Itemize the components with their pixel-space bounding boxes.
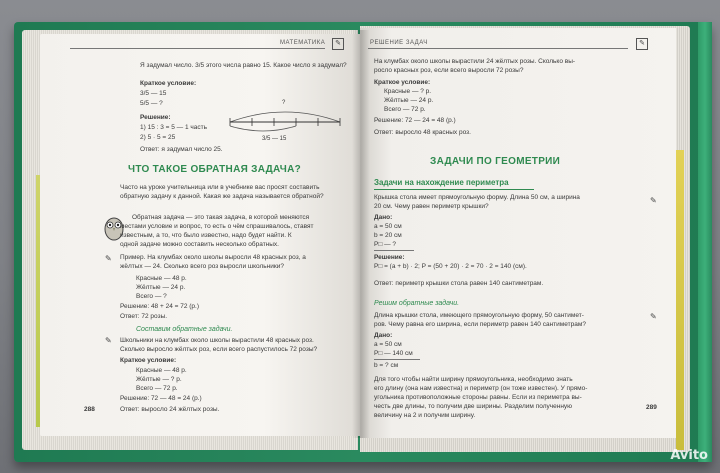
- inverse-given-p: P□ — 140 см: [374, 350, 413, 357]
- geo-solution-label: Решение:: [374, 254, 405, 261]
- diagram-label-bottom: 3/5 — 15: [262, 136, 287, 142]
- right-page-number: 289: [646, 404, 657, 411]
- top-solution: Решение: 72 — 24 = 48 (р.): [374, 117, 456, 124]
- perimeter-subtitle: Задачи на нахождение периметра: [374, 178, 509, 187]
- short-condition-label: Краткое условие:: [140, 80, 197, 87]
- intro-paragraph-line-2: обратную задачу к данной. Какая же задача называется обратной?: [120, 193, 324, 200]
- left-page: [40, 34, 360, 436]
- book-icon-right: ✎: [636, 38, 648, 50]
- avito-watermark: Avito: [670, 448, 708, 463]
- inverse-yellow: Жёлтые — ? р.: [136, 376, 182, 383]
- inverse-answer: Ответ: выросло 24 жёлтых розы.: [120, 406, 220, 413]
- top-problem-line-2: росло красных роз, если всего выросли 72 розы?: [374, 67, 524, 74]
- example-total: Всего — ?: [136, 293, 167, 300]
- left-running-head: МАТЕМАТИКА: [280, 40, 326, 46]
- geometry-section-title: ЗАДАЧИ ПО ГЕОМЕТРИИ: [430, 156, 561, 167]
- solution-label: Решение:: [140, 114, 171, 121]
- pencil-icon-right: ✎: [650, 196, 657, 205]
- definition-line-4: одной задаче можно составить несколько обратных.: [120, 241, 279, 248]
- inverse-geo-title: Решим обратные задачи.: [374, 300, 460, 307]
- top-yellow: Жёлтые — 24 р.: [384, 97, 434, 104]
- left-header-rule: [70, 48, 325, 49]
- solution-line-1: 1) 15 : 3 = 5 — 1 часть: [140, 124, 208, 131]
- inverse-given-a: a = 50 см: [374, 341, 402, 348]
- pencil-icon: ✎: [105, 254, 112, 263]
- diagram-label-top: ?: [282, 100, 286, 106]
- explanation-line-4: честь две длины, то получим две ширины. Разделим полученную: [374, 403, 573, 410]
- top-answer: Ответ: выросло 48 красных роз.: [374, 129, 471, 136]
- left-page-number: 288: [84, 406, 95, 413]
- top-red: Красные — ? р.: [384, 88, 432, 95]
- definition-line-3: известным, а то, что было известно, надо будет найти. К: [120, 232, 292, 239]
- given-rule: [374, 250, 414, 251]
- definition-line-2: местами условие и вопрос, то есть о чём спрашивалось, ставят: [120, 223, 314, 230]
- pencil-icon-2: ✎: [105, 336, 112, 345]
- subtitle-underline: [374, 189, 534, 190]
- inverse-given-label: Дано:: [374, 332, 393, 339]
- example-answer: Ответ: 72 розы.: [120, 313, 168, 320]
- inverse-line-1: Школьники на клумбах около школы вырастили 48 красных роз.: [120, 337, 314, 344]
- right-header-rule: [368, 48, 628, 49]
- top-condition-label: Краткое условие:: [374, 79, 431, 86]
- color-edge-strip-right: [676, 150, 684, 450]
- example-line-1: Пример. На клумбах около школы выросли 48 красных роз, а: [120, 254, 306, 261]
- example-red: Красные — 48 р.: [136, 275, 187, 282]
- right-running-head: РЕШЕНИЕ ЗАДАЧ: [370, 40, 428, 46]
- inverse-total: Всего — 72 р.: [136, 385, 178, 392]
- explanation-line-1: Для того чтобы найти ширину прямоугольника, необходимо знать: [374, 376, 573, 383]
- definition-line-1: Обратная задача — это такая задача, в которой меняются: [132, 214, 310, 221]
- geo-answer: Ответ: периметр крышки стола равен 140 сантиметрам.: [374, 280, 544, 287]
- geo-problem-line-1: Крышка стола имеет прямоугольную форму. Длина 50 см, а ширина: [374, 194, 580, 201]
- example-line-2: жёлтых — 24. Сколько всего роз выросли школьники?: [120, 263, 284, 270]
- compose-inverse-title: Составим обратные задачи.: [136, 326, 233, 333]
- inverse-given-b: b = ? см: [374, 362, 399, 369]
- cover-edge: [698, 22, 712, 462]
- explanation-line-3: угольника противоположные стороны равны. Если из периметра вы-: [374, 394, 582, 401]
- inverse-condition-label: Краткое условие:: [120, 357, 177, 364]
- inverse-geo-line-1: Длина крышки стола, имеющего прямоугольную форму, 50 сантимет-: [374, 312, 584, 319]
- inverse-geo-line-2: ров. Чему равна его ширина, если периметр равен 140 сантиметрам?: [374, 321, 586, 328]
- intro-paragraph-line-1: Часто на уроке учительница или в учебнике вас просят составить: [120, 184, 320, 191]
- short-condition-line-1: 3/5 — 15: [140, 90, 167, 97]
- book-gutter-shadow: [352, 30, 370, 438]
- example-solution: Решение: 48 + 24 = 72 (р.): [120, 303, 200, 310]
- top-total: Всего — 72 р.: [384, 106, 426, 113]
- given-b: b = 20 см: [374, 232, 402, 239]
- given-p: P□ — ?: [374, 241, 396, 248]
- pencil-icon-right-2: ✎: [650, 312, 657, 321]
- top-problem-line-1: На клумбах около школы вырастили 24 жёлтых розы. Сколько вы-: [374, 58, 576, 65]
- geo-problem-line-2: 20 см. Чему равен периметр крышки?: [374, 203, 489, 210]
- inverse-given-rule: [374, 359, 420, 360]
- geo-solution: P□ = (a + b) · 2; P = (50 + 20) · 2 = 70 · 2 = 140 (см).: [374, 263, 527, 270]
- given-label: Дано:: [374, 214, 393, 221]
- answer-line: Ответ: я задумал число 25.: [140, 146, 223, 153]
- inverse-solution: Решение: 72 — 48 = 24 (р.): [120, 395, 202, 402]
- left-section-title: ЧТО ТАКОЕ ОБРАТНАЯ ЗАДАЧА?: [128, 164, 302, 175]
- example-yellow: Жёлтые — 24 р.: [136, 284, 186, 291]
- given-a: a = 50 см: [374, 223, 402, 230]
- right-page: [360, 28, 676, 438]
- inverse-line-2: Сколько выросло жёлтых роз, если всего распустилось 72 розы?: [120, 346, 318, 353]
- intro-problem: Я задумал число. 3/5 этого числа равно 15. Какое число я задумал?: [140, 62, 347, 69]
- explanation-line-2: его длину (она нам известна) и периметр (он тоже известен). У прямо-: [374, 385, 588, 392]
- short-condition-line-2: 5/5 — ?: [140, 100, 163, 107]
- solution-line-2: 2) 5 · 5 = 25: [140, 134, 176, 141]
- book-icon: ✎: [332, 38, 344, 50]
- explanation-line-5: величину на 2 и получим ширину.: [374, 412, 476, 419]
- inverse-red: Красные — 48 р.: [136, 367, 187, 374]
